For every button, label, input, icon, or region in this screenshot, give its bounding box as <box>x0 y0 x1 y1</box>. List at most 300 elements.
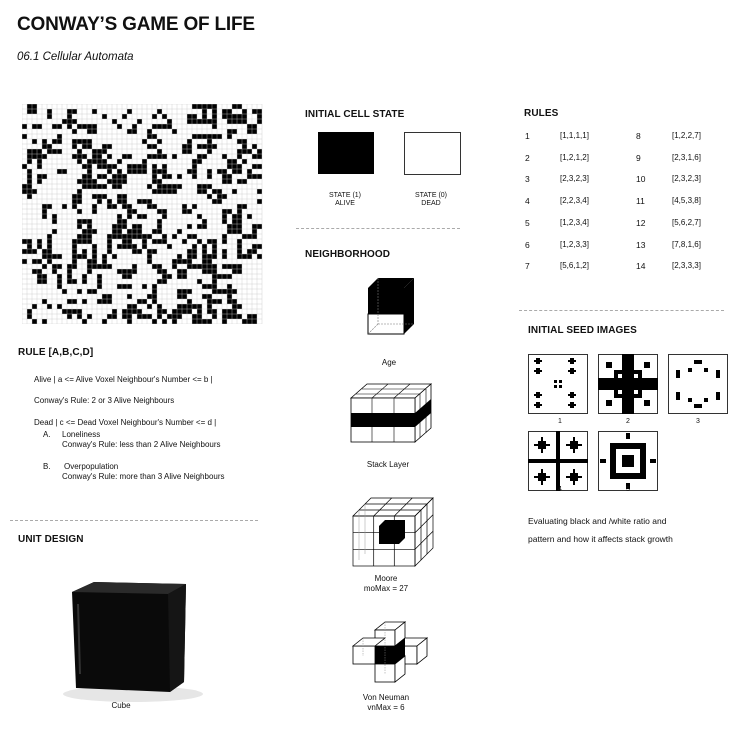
alive-cell <box>37 179 42 184</box>
alive-cell <box>77 254 82 259</box>
alive-cell <box>77 289 82 294</box>
alive-cell <box>187 209 192 214</box>
alive-cell <box>107 204 112 209</box>
alive-cell <box>67 114 72 119</box>
alive-cell <box>122 179 127 184</box>
alive-cell <box>192 319 197 324</box>
alive-cell <box>142 164 147 169</box>
alive-cell <box>212 134 217 139</box>
alive-cell <box>42 264 47 269</box>
alive-cell <box>147 129 152 134</box>
alive-cell <box>132 234 137 239</box>
alive-cell <box>102 149 107 154</box>
alive-cell <box>162 319 167 324</box>
alive-cell <box>112 164 117 169</box>
seed-cell <box>600 459 606 463</box>
alive-cell <box>112 309 117 314</box>
alive-cell <box>97 299 102 304</box>
alive-cell <box>157 169 162 174</box>
alive-cell <box>237 169 242 174</box>
alive-cell <box>252 244 257 249</box>
alive-cell <box>222 109 227 114</box>
rule-value: [1,2,3,3] <box>560 239 589 249</box>
alive-cell <box>232 159 237 164</box>
alive-cell <box>192 114 197 119</box>
rule-value: [2,3,3,3] <box>672 261 701 271</box>
alive-cell <box>42 249 47 254</box>
alive-cell <box>92 249 97 254</box>
alive-cell <box>227 164 232 169</box>
alive-cell <box>127 109 132 114</box>
alive-cell <box>57 134 62 139</box>
alive-cell <box>222 114 227 119</box>
alive-cell <box>27 174 32 179</box>
alive-cell <box>157 179 162 184</box>
alive-cell <box>247 169 252 174</box>
divider <box>10 520 258 521</box>
alive-cell <box>257 174 262 179</box>
alive-cell <box>77 234 82 239</box>
alive-cell <box>112 184 117 189</box>
alive-cell <box>177 294 182 299</box>
alive-cell <box>227 309 232 314</box>
alive-cell <box>257 154 262 159</box>
alive-cell <box>42 319 47 324</box>
alive-cell <box>207 284 212 289</box>
alive-cell <box>117 224 122 229</box>
alive-cell <box>72 239 77 244</box>
alive-cell <box>212 274 217 279</box>
alive-cell <box>197 319 202 324</box>
alive-cell <box>207 119 212 124</box>
alive-cell <box>202 109 207 114</box>
alive-cell <box>97 164 102 169</box>
alive-cell <box>82 229 87 234</box>
alive-cell <box>222 154 227 159</box>
cube-image <box>58 574 208 704</box>
alive-cell <box>227 119 232 124</box>
alive-cell <box>122 154 127 159</box>
seed-cell <box>688 398 692 402</box>
alive-cell <box>212 284 217 289</box>
von-neuman-max-caption: vnMax = 6 <box>367 703 405 712</box>
alive-cell <box>187 259 192 264</box>
alive-cell <box>167 244 172 249</box>
alive-cell <box>187 309 192 314</box>
alive-cell <box>27 149 32 154</box>
alive-cell <box>142 284 147 289</box>
alive-cell <box>242 114 247 119</box>
alive-cell <box>162 114 167 119</box>
alive-cell <box>102 299 107 304</box>
von-neuman-caption: Von Neuman <box>362 693 410 702</box>
alive-cell <box>237 119 242 124</box>
alive-cell <box>172 314 177 319</box>
alive-cell <box>197 189 202 194</box>
alive-cell <box>222 274 227 279</box>
alive-cell <box>142 314 147 319</box>
alive-cell <box>217 199 222 204</box>
initial-state-heading: INITIAL CELL STATE <box>305 109 405 120</box>
alive-cell <box>202 294 207 299</box>
alive-cell <box>87 169 92 174</box>
alive-cell <box>202 154 207 159</box>
alive-cell <box>147 294 152 299</box>
alive-cell <box>227 274 232 279</box>
alive-cell <box>27 309 32 314</box>
alive-cell <box>92 204 97 209</box>
alive-cell <box>157 239 162 244</box>
alive-cell <box>177 314 182 319</box>
alive-cell <box>47 244 52 249</box>
alive-cell <box>207 139 212 144</box>
alive-cell <box>202 219 207 224</box>
alive-cell <box>197 134 202 139</box>
alive-cell <box>182 304 187 309</box>
alive-cell <box>107 249 112 254</box>
loneliness-title: Loneliness <box>62 430 101 439</box>
unit-design-heading: UNIT DESIGN <box>18 534 84 545</box>
alive-cell <box>72 194 77 199</box>
alive-cell <box>172 234 177 239</box>
alive-cell <box>202 254 207 259</box>
alive-cell <box>112 224 117 229</box>
alive-cell <box>157 264 162 269</box>
alive-cell <box>207 254 212 259</box>
alive-cell <box>207 194 212 199</box>
alive-cell <box>117 169 122 174</box>
seed-cell <box>676 392 680 400</box>
alive-cell <box>102 144 107 149</box>
alive-cell <box>192 244 197 249</box>
rule-number: 6 <box>525 239 530 250</box>
alive-cell <box>197 239 202 244</box>
alive-cell <box>247 249 252 254</box>
alive-cell <box>167 189 172 194</box>
alive-cell <box>117 124 122 129</box>
alive-cell <box>87 164 92 169</box>
alive-cell <box>197 214 202 219</box>
alive-cell <box>42 254 47 259</box>
alive-cell <box>152 169 157 174</box>
alive-cell <box>212 254 217 259</box>
alive-cell <box>157 149 162 154</box>
alive-cell <box>42 274 47 279</box>
alive-cell <box>32 149 37 154</box>
alive-cell <box>157 189 162 194</box>
alive-cell <box>237 304 242 309</box>
alive-cell <box>67 299 72 304</box>
alive-cell <box>72 199 77 204</box>
seed-cell <box>688 368 692 372</box>
alive-cell <box>72 259 77 264</box>
alive-cell <box>127 164 132 169</box>
seed-label: 5 <box>626 486 630 493</box>
alive-cell <box>77 149 82 154</box>
alive-cell <box>142 234 147 239</box>
alive-cell <box>137 299 142 304</box>
alive-cell <box>162 279 167 284</box>
alive-cell <box>42 174 47 179</box>
seed-label: 2 <box>626 418 630 425</box>
alive-cell <box>217 194 222 199</box>
alive-cell <box>37 239 42 244</box>
alive-cell <box>207 259 212 264</box>
alive-cell <box>77 309 82 314</box>
alive-cell <box>117 199 122 204</box>
seed-image-4 <box>528 431 588 491</box>
rule-number: 7 <box>525 261 530 272</box>
alive-cell <box>222 219 227 224</box>
alive-cell <box>97 159 102 164</box>
seed-label: 1 <box>558 418 562 425</box>
alive-cell <box>152 239 157 244</box>
alive-cell <box>122 224 127 229</box>
alive-cell <box>182 204 187 209</box>
alive-cell <box>77 219 82 224</box>
alive-cell <box>232 169 237 174</box>
alive-cell <box>137 164 142 169</box>
alive-cell <box>27 194 32 199</box>
alive-cell <box>187 249 192 254</box>
alive-cell <box>32 139 37 144</box>
alive-cell <box>167 119 172 124</box>
alive-cell <box>147 254 152 259</box>
alive-cell <box>207 299 212 304</box>
alive-cell <box>47 149 52 154</box>
alive-cell <box>72 264 77 269</box>
alive-cell <box>107 299 112 304</box>
alive-cell <box>237 264 242 269</box>
alive-cell <box>27 244 32 249</box>
seed-cell <box>536 402 540 408</box>
rule-value: [1,1,1,1] <box>560 131 589 140</box>
alive-cell <box>112 119 117 124</box>
alive-cell <box>72 154 77 159</box>
alive-cell <box>27 159 32 164</box>
alive-cell <box>202 249 207 254</box>
alive-cell <box>37 174 42 179</box>
alive-cell <box>67 274 72 279</box>
alive-cell <box>77 199 82 204</box>
alive-cell <box>87 129 92 134</box>
alive-cell <box>162 184 167 189</box>
alive-cell <box>42 144 47 149</box>
rule-number: 14 <box>636 261 646 272</box>
alive-cell <box>237 179 242 184</box>
alive-cell <box>107 164 112 169</box>
alive-cell <box>237 269 242 274</box>
alive-cell <box>152 294 157 299</box>
alive-cell <box>222 179 227 184</box>
alive-cell <box>167 274 172 279</box>
alive-cell <box>32 269 37 274</box>
alive-cell <box>82 299 87 304</box>
alive-cell <box>227 314 232 319</box>
alive-cell <box>142 239 147 244</box>
alive-cell <box>67 314 72 319</box>
alive-cell <box>62 169 67 174</box>
alive-cell <box>37 149 42 154</box>
alive-cell <box>192 169 197 174</box>
alive-state-label: STATE (1) <box>328 192 362 199</box>
alive-cell <box>252 224 257 229</box>
overpopulation-rule: Conway's Rule: more than 3 Alive Neighbours <box>62 472 225 481</box>
alive-cell <box>52 229 57 234</box>
alive-cell <box>192 159 197 164</box>
alive-cell <box>227 284 232 289</box>
alive-cell <box>247 129 252 134</box>
alive-cell <box>232 309 237 314</box>
alive-cell <box>207 309 212 314</box>
alive-cell <box>147 314 152 319</box>
alive-cell <box>157 269 162 274</box>
alive-cell <box>222 264 227 269</box>
alive-cell <box>127 169 132 174</box>
alive-cell <box>172 189 177 194</box>
alive-cell <box>237 244 242 249</box>
rule-number: 11 <box>636 196 645 207</box>
alive-cell <box>147 259 152 264</box>
alive-cell <box>102 254 107 259</box>
alive-cell <box>87 139 92 144</box>
alive-cell <box>107 314 112 319</box>
alive-cell <box>127 204 132 209</box>
alive-cell <box>202 244 207 249</box>
alive-cell <box>197 224 202 229</box>
seed-image-1 <box>528 354 588 414</box>
alive-cell <box>152 299 157 304</box>
alive-cell <box>42 279 47 284</box>
alive-cell <box>127 154 132 159</box>
alive-cell <box>137 224 142 229</box>
alive-cell <box>27 104 32 109</box>
alive-cell <box>247 319 252 324</box>
neighborhood-heading: NEIGHBORHOOD <box>305 249 391 260</box>
alive-cell <box>102 174 107 179</box>
alive-cell <box>232 299 237 304</box>
alive-cell <box>107 199 112 204</box>
alive-cell <box>137 314 142 319</box>
alive-cell <box>87 184 92 189</box>
alive-cell <box>197 119 202 124</box>
alive-cell <box>177 184 182 189</box>
alive-cell <box>82 154 87 159</box>
alive-cell <box>27 184 32 189</box>
alive-cell <box>47 304 52 309</box>
alive-cell <box>162 169 167 174</box>
alive-cell <box>237 149 242 154</box>
alive-cell <box>237 249 242 254</box>
alive-cell <box>137 119 142 124</box>
alive-cell <box>207 144 212 149</box>
alive-cell <box>72 119 77 124</box>
alive-cell <box>147 199 152 204</box>
alive-cell <box>142 299 147 304</box>
alive-cell <box>182 269 187 274</box>
dead-cell-swatch <box>404 132 461 175</box>
alive-cell <box>72 279 77 284</box>
alive-cell <box>222 234 227 239</box>
alive-cell <box>122 204 127 209</box>
alive-cell <box>102 164 107 169</box>
alive-cell <box>147 154 152 159</box>
alive-cell <box>207 169 212 174</box>
alive-cell <box>72 249 77 254</box>
alive-cell <box>177 254 182 259</box>
alive-cell <box>42 214 47 219</box>
alive-cell <box>167 184 172 189</box>
alive-cell <box>217 189 222 194</box>
alive-cell <box>207 149 212 154</box>
alive-cell <box>82 184 87 189</box>
alive-cell <box>37 274 42 279</box>
alive-cell <box>247 314 252 319</box>
alive-cell <box>237 314 242 319</box>
alive-cell <box>37 279 42 284</box>
alive-cell <box>77 224 82 229</box>
alive-cell <box>32 104 37 109</box>
alive-cell <box>182 209 187 214</box>
alive-cell <box>117 244 122 249</box>
seed-cell <box>570 402 574 408</box>
alive-cell <box>232 129 237 134</box>
alive-cell <box>122 314 127 319</box>
alive-cell <box>132 269 137 274</box>
seed-cell <box>536 358 540 364</box>
alive-cell <box>127 284 132 289</box>
alive-cell <box>162 269 167 274</box>
alive-cell <box>92 264 97 269</box>
alive-cell <box>87 174 92 179</box>
alive-cell <box>162 234 167 239</box>
alive-cell <box>172 129 177 134</box>
alive-cell <box>202 104 207 109</box>
alive-cell <box>67 279 72 284</box>
overpopulation-title: Overpopulation <box>64 462 119 471</box>
alive-cell <box>22 124 27 129</box>
alive-cell <box>242 254 247 259</box>
alive-cell <box>212 299 217 304</box>
alive-cell <box>212 109 217 114</box>
alive-cell <box>227 159 232 164</box>
alive-cell <box>192 204 197 209</box>
alive-cell <box>112 314 117 319</box>
alive-cell <box>222 319 227 324</box>
alive-cell <box>182 289 187 294</box>
seed-cell <box>573 469 575 485</box>
alive-cell <box>77 179 82 184</box>
alive-cell <box>82 234 87 239</box>
alive-cell <box>227 209 232 214</box>
alive-cell <box>107 244 112 249</box>
alive-cell <box>232 119 237 124</box>
alive-cell <box>212 309 217 314</box>
alive-cell <box>32 109 37 114</box>
alive-cell <box>177 309 182 314</box>
alive-cell <box>222 194 227 199</box>
alive-cell <box>112 234 117 239</box>
alive-cell <box>172 309 177 314</box>
alive-cell <box>132 169 137 174</box>
rule-value: [1,2,3,4] <box>560 217 589 227</box>
alive-cell <box>232 114 237 119</box>
alive-cell <box>107 179 112 184</box>
alive-cell <box>202 284 207 289</box>
alive-cell <box>212 244 217 249</box>
alive-cell <box>127 244 132 249</box>
alive-cell <box>252 164 257 169</box>
